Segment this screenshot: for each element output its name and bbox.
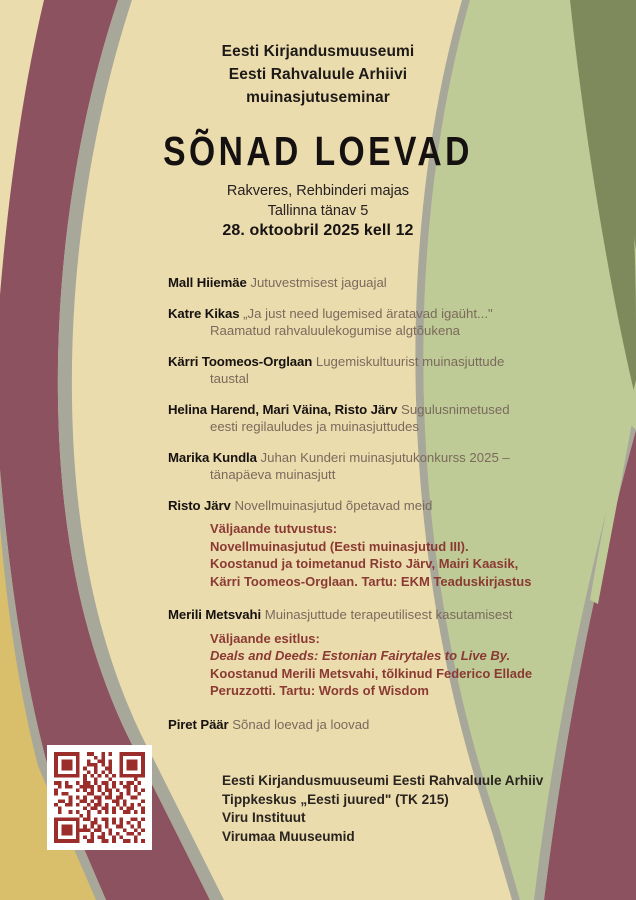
footer-line-1: Eesti Kirjandusmuuseumi Eesti Rahvaluule Arhiiv <box>222 773 544 788</box>
qr-code-icon[interactable] <box>47 745 152 850</box>
venue-line-2: Tallinna tänav 5 <box>267 203 369 219</box>
talk-title: Novellmuinasjutud õpetavad meid <box>234 497 433 513</box>
talk-title-cont: tänapäeva muinasjutt <box>210 467 336 482</box>
speaker-name: Kärri Toomeos-Orglaan <box>168 353 313 369</box>
program-entry-line <box>168 497 568 515</box>
publication-line-2: Koostanud Merili Metsvahi, tõlkinud Federico Ellade <box>210 665 533 681</box>
program-entry <box>168 497 568 591</box>
program-entry <box>168 716 568 734</box>
venue-line-1: Rakveres, Rehbinderi majas <box>226 183 410 199</box>
footer-line-3: Viru Instituut <box>222 810 306 825</box>
talk-title: Sugulusnimetused <box>401 401 510 417</box>
organizer-line-2: Eesti Rahvaluule Arhiivi <box>228 66 408 83</box>
publication-line-1: Novellmuinasjutud (Eesti muinasjutud III). <box>210 538 469 554</box>
program-entry-line <box>168 449 568 484</box>
event-datetime: 28. oktoobril 2025 kell 12 <box>222 222 414 239</box>
speaker-name: Katre Kikas <box>168 305 240 321</box>
publication-line-3: Kärri Toomeos-Orglaan. Tartu: EKM Teaduskirjastus <box>210 573 532 589</box>
speaker-name: Risto Järv <box>168 497 231 513</box>
program-entry-line <box>168 274 568 292</box>
program-entry <box>168 353 568 388</box>
publication-intro: Väljaande esitlus: <box>210 630 320 646</box>
qr-code-graphic <box>47 745 152 850</box>
footer-organizers <box>222 772 602 846</box>
organizer-line-1: Eesti Kirjandusmuuseumi <box>221 43 415 60</box>
program-entry <box>168 449 568 484</box>
program-entry <box>168 305 568 340</box>
publication-note <box>168 520 568 590</box>
talk-title-cont: Raamatud rahvaluulekogumise algtõukena <box>210 323 460 338</box>
speaker-name: Mall Hiiemäe <box>168 275 247 290</box>
program-entry-line <box>168 353 568 388</box>
organizer-block <box>0 40 636 109</box>
program-entry-line <box>168 606 568 624</box>
talk-title: Sõnad loevad ja loovad <box>232 716 370 732</box>
talk-title: Jutuvestmisest jaguajal <box>250 275 387 290</box>
program-entry-line <box>168 305 568 340</box>
talk-title: Muinasjuttude terapeutilisest kasutamisest <box>264 607 513 622</box>
publication-title-italic: Deals and Deeds: Estonian Fairytales to Live By. <box>210 648 511 663</box>
program-entry <box>168 274 568 292</box>
publication-note <box>168 630 568 700</box>
speaker-name: Piret Päär <box>168 716 229 732</box>
talk-title-cont: taustal <box>210 371 249 386</box>
publication-line-2: Koostanud ja toimetanud Risto Järv, Mairi Kaasik, <box>210 556 519 571</box>
page-title: SÕNAD LOEVAD <box>163 128 473 174</box>
talk-title-cont: eesti regilauludes ja muinasjuttudes <box>210 419 419 434</box>
program-entry <box>168 401 568 436</box>
program-entry-line <box>168 401 568 436</box>
program-entry <box>168 606 568 700</box>
program-entry-line <box>168 716 568 734</box>
speaker-name: Marika Kundla <box>168 449 257 465</box>
footer-line-2: Tippkeskus „Eesti juured" (TK 215) <box>222 791 449 807</box>
venue-block <box>0 181 636 241</box>
publication-intro: Väljaande tutvustus: <box>210 521 338 536</box>
talk-title: Juhan Kunderi muinasjutukonkurss 2025 – <box>260 449 510 465</box>
talk-title: „Ja just need lugemised äratavad igaüht..." <box>243 305 493 321</box>
talk-title: Lugemiskultuurist muinasjuttude <box>315 353 505 369</box>
footer-line-4: Virumaa Muuseumid <box>222 828 355 844</box>
publication-line-3: Peruzzotti. Tartu: Words of Wisdom <box>210 683 429 698</box>
program-list <box>168 274 568 746</box>
organizer-line-3: muinasjutuseminar <box>246 89 390 106</box>
speaker-name: Merili Metsvahi <box>168 607 262 622</box>
speaker-name: Helina Harend, Mari Väina, Risto Järv <box>168 401 398 417</box>
